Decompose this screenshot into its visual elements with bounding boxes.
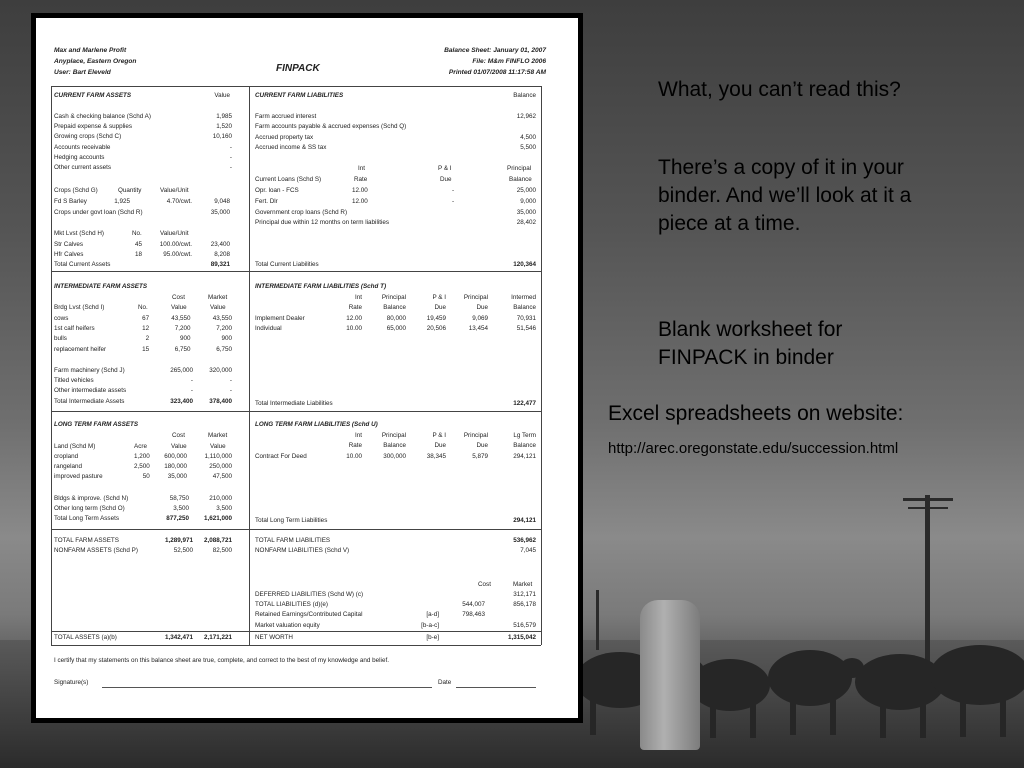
value: - — [229, 153, 232, 161]
current-loans-header: Current Loans (Schd S) — [255, 176, 322, 183]
balance: 300,000 — [383, 453, 406, 460]
utility-pole-crossarm — [908, 507, 948, 509]
label: rangeland — [54, 463, 83, 471]
market: 312,171 — [513, 591, 536, 598]
value: 10,160 — [212, 133, 232, 141]
table-row — [54, 143, 232, 153]
doc-title: FINPACK — [276, 63, 320, 74]
rule — [51, 411, 541, 412]
table-row — [255, 452, 536, 462]
cost: - — [190, 377, 193, 385]
balance-header: Balance — [509, 176, 532, 183]
market: 6,750 — [216, 345, 232, 353]
lg-term-balance: 294,121 — [513, 453, 536, 460]
lg-term-header: Lg Term — [513, 432, 536, 439]
totals-left-table — [54, 536, 232, 556]
total-current-liab-label: Total Current Liabilities — [255, 261, 319, 268]
lvst-unit-header: Value/Unit — [160, 230, 189, 237]
value-header: Value — [171, 443, 187, 450]
loan-balance: 9,000 — [520, 198, 536, 205]
nonfarm-liab-value: 7,045 — [520, 547, 536, 554]
label: DEFERRED LIABILITIES (Schd W) (c) — [255, 591, 364, 598]
label: Other current assets — [54, 164, 112, 172]
market: 43,550 — [212, 315, 232, 322]
label: Accounts receivable — [54, 143, 111, 151]
lt-other-table — [54, 494, 232, 525]
table-row — [255, 324, 536, 334]
net-worth-table — [255, 633, 536, 643]
summary-table — [255, 590, 536, 631]
crops-loan-value: 35,000 — [210, 209, 230, 216]
crop-name: Fd S Barley — [54, 198, 87, 205]
sheet-date: Balance Sheet: January 01, 2007 — [444, 47, 546, 54]
total-farm-liab-label: TOTAL FARM LIABILITIES — [255, 537, 331, 544]
table-row — [54, 397, 232, 407]
hay-bale — [640, 600, 700, 750]
principal-due-header: Principal — [463, 294, 488, 301]
principal-due-header: Principal — [463, 432, 488, 439]
value: 1,520 — [216, 123, 232, 131]
cost: 7,200 — [174, 325, 191, 333]
date-line[interactable] — [456, 687, 536, 688]
liab-value: 4,500 — [520, 134, 536, 141]
balance-sheet — [36, 18, 578, 718]
total-int-liab-label: Total Intermediate Liabilities — [255, 400, 333, 407]
loan-due: - — [452, 187, 455, 194]
table-row — [255, 621, 536, 631]
ref — [405, 600, 439, 610]
label: TOTAL ASSETS (a)(b) — [54, 634, 117, 641]
rule — [51, 529, 541, 530]
principal-header: Principal — [381, 432, 406, 439]
lvst-name: Str Calves — [54, 241, 84, 248]
rule — [51, 86, 52, 645]
int-header: Int — [354, 432, 362, 439]
market: 82,500 — [212, 547, 232, 555]
table-row — [54, 462, 232, 472]
market: 378,400 — [209, 397, 232, 405]
balance-header: Balance — [513, 92, 536, 99]
table-row — [54, 122, 232, 132]
liab-value: 12,962 — [516, 113, 536, 120]
table-row — [54, 494, 232, 504]
no: 15 — [142, 345, 150, 353]
rule — [51, 271, 541, 272]
value-header: Value — [210, 304, 226, 311]
current-assets-heading: CURRENT FARM ASSETS — [54, 92, 132, 99]
principal-due: 9,069 — [472, 315, 488, 322]
market: 856,178 — [513, 601, 536, 609]
liab-value: 5,500 — [520, 144, 536, 151]
acre: 2,500 — [134, 463, 150, 471]
rule — [51, 631, 541, 632]
total-current-assets-label: Total Current Assets — [54, 261, 111, 268]
pi-due: 20,506 — [426, 325, 446, 333]
value: 1,985 — [216, 113, 232, 120]
spacer — [439, 633, 485, 643]
ref: [a-d] — [426, 611, 439, 619]
label: 1st calf heifers — [54, 325, 95, 333]
no: 2 — [145, 335, 150, 343]
liab-label: Accrued property tax — [255, 134, 314, 141]
intermed-header: Intermed — [511, 294, 536, 301]
location: Anyplace, Eastern Oregon — [54, 58, 137, 65]
cost: 43,550 — [171, 315, 191, 322]
signature-line[interactable] — [102, 687, 432, 688]
balance: 65,000 — [386, 325, 406, 333]
label: Retained Earnings/Contributed Capital — [255, 611, 363, 619]
brdg-lvst-header: Brdg Lvst (Schd I) — [54, 304, 105, 311]
total-lt-liab-value: 294,121 — [513, 517, 536, 524]
cost: 1,289,971 — [164, 537, 193, 544]
table-row — [255, 314, 536, 324]
principal-header: Principal — [381, 294, 406, 301]
cost: 265,000 — [170, 367, 193, 374]
table-row — [255, 610, 536, 620]
market: 1,315,042 — [507, 634, 536, 641]
table-row — [54, 163, 232, 173]
rate-header: Rate — [348, 304, 362, 312]
label: Total Long Term Assets — [54, 515, 119, 523]
acre: 50 — [142, 473, 150, 481]
cost: 180,000 — [164, 463, 187, 471]
loan-due: - — [452, 198, 455, 205]
market: 320,000 — [209, 367, 232, 374]
label: Titled vehicles — [54, 377, 94, 385]
cost: 58,750 — [169, 495, 189, 502]
no: 12 — [142, 325, 150, 333]
lvst-no: 45 — [134, 241, 142, 248]
lvst-value: 8,208 — [214, 251, 230, 258]
value-header: Value — [214, 92, 230, 99]
lt-liab-header-table — [336, 431, 536, 451]
cost-header: Cost — [172, 432, 185, 439]
loan-rate: 12.00 — [352, 187, 368, 194]
int-other-table — [54, 366, 232, 407]
table-row — [54, 345, 232, 355]
cost: 1,342,471 — [164, 634, 193, 641]
label: Total Intermediate Assets — [54, 397, 125, 405]
label: Contract For Deed — [255, 453, 307, 460]
due-header: Due — [476, 304, 488, 312]
crop-value: 9,048 — [214, 198, 230, 205]
principal-header: Principal — [507, 165, 532, 172]
label: Other intermediate assets — [54, 387, 127, 395]
brdg-lvst-table — [54, 314, 232, 355]
crops-unit-header: Value/Unit — [160, 187, 189, 194]
value: - — [229, 164, 232, 172]
lvst-header: Mkt Lvst (Schd H) — [54, 230, 105, 237]
crop-qty: 1,925 — [114, 198, 130, 205]
current-assets-table — [54, 112, 232, 173]
gov-loans-value: 35,000 — [516, 209, 536, 216]
market: 47,500 — [212, 473, 232, 481]
loan-balance: 25,000 — [516, 187, 536, 194]
principal-due-value: 28,402 — [516, 219, 536, 226]
label: Growing crops (Schd C) — [54, 133, 122, 141]
label: cows — [54, 315, 69, 322]
rate: 10.00 — [346, 325, 362, 333]
total-int-liab-value: 122,477 — [513, 400, 536, 407]
certification-text: I certify that my statements on this balance sheet are true, complete, and correct to the best of my knowledge and belief. — [54, 657, 389, 664]
balance-header: Balance — [383, 304, 406, 312]
total-farm-liab-value: 536,962 — [513, 537, 536, 544]
balance: 80,000 — [386, 315, 406, 322]
question-text: What, you can’t read this? — [658, 78, 901, 101]
label: Other long term (Schd O) — [54, 505, 125, 513]
principal-due: 13,454 — [468, 325, 488, 333]
market: 1,621,000 — [203, 515, 232, 523]
table-row — [54, 366, 232, 376]
lt-liab-heading: LONG TERM FARM LIABILITIES (Schd U) — [255, 421, 378, 428]
lvst-value: 23,400 — [210, 241, 230, 248]
table-row — [54, 334, 232, 344]
market: 900 — [221, 335, 232, 343]
principal-due: 5,879 — [472, 453, 488, 460]
label: cropland — [54, 453, 79, 460]
file-name: File: M&m FINFLO 2006 — [472, 58, 546, 65]
liab-label: Farm accrued interest — [255, 113, 317, 120]
excel-note: Excel spreadsheets on website: — [608, 402, 904, 425]
table-row — [255, 590, 536, 600]
label: Implement Dealer — [255, 315, 305, 322]
land-header: Land (Schd M) — [54, 443, 96, 450]
balance-header: Balance — [383, 442, 406, 450]
market: 3,500 — [216, 505, 232, 513]
table-row — [54, 536, 232, 546]
market: 1,110,000 — [204, 453, 232, 460]
lvst-name: Hfr Calves — [54, 251, 84, 258]
acre: 1,200 — [134, 453, 150, 460]
cost: 52,500 — [173, 547, 193, 555]
market-header: Market — [208, 432, 228, 439]
lvst-unit: 100.00/cwt. — [159, 241, 192, 248]
label: bulls — [54, 335, 67, 343]
no-header: No. — [138, 304, 148, 311]
pi-header: P & I — [432, 294, 446, 301]
cost: 3,500 — [173, 505, 189, 513]
cost: 323,400 — [170, 397, 193, 405]
ref: [b-e] — [426, 634, 439, 641]
table-row — [54, 546, 232, 556]
gov-loans-label: Government crop loans (Schd R) — [255, 209, 348, 216]
label: TOTAL LIABILITIES (d)(e) — [255, 601, 329, 609]
loan-name: Fert. Dlr — [255, 198, 278, 205]
intermed-balance: 51,546 — [516, 325, 536, 333]
user: User: Bart Eleveld — [54, 69, 111, 76]
table-row — [336, 431, 536, 441]
table-row — [54, 504, 232, 514]
current-liab-heading: CURRENT FARM LIABILITIES — [255, 92, 344, 99]
market-header: Market — [208, 294, 228, 301]
market: - — [229, 377, 232, 385]
cost: 544,007 — [462, 601, 485, 609]
lvst-no: 18 — [134, 251, 142, 258]
total-lt-liab-label: Total Long Term Liabilities — [255, 517, 328, 524]
table-row — [255, 633, 536, 643]
table-row — [54, 132, 232, 142]
market: 2,088,721 — [203, 537, 232, 544]
cost: 877,250 — [166, 515, 189, 523]
market-header: Market — [513, 581, 533, 588]
label: NONFARM ASSETS (Schd P) — [54, 547, 138, 555]
cost — [439, 621, 485, 631]
rule — [51, 86, 541, 87]
market — [485, 610, 536, 620]
table-row — [336, 293, 536, 303]
due-header: Due — [476, 442, 488, 450]
market: 7,200 — [216, 325, 232, 333]
table-row — [255, 600, 536, 610]
int-liab-table — [255, 314, 536, 334]
table-row — [54, 314, 232, 324]
nonfarm-liab-label: NONFARM LIABILITIES (Schd V) — [255, 547, 350, 554]
lvst-unit: 95.00/cwt. — [163, 251, 192, 258]
label: Individual — [255, 325, 282, 333]
pi-header: P & I — [432, 432, 446, 439]
due-header: Due — [434, 442, 446, 450]
table-row — [54, 472, 232, 482]
label: Hedging accounts — [54, 153, 105, 161]
worksheet-note: Blank worksheet for FINPACK in binder — [658, 318, 843, 369]
pi-due: 38,345 — [426, 453, 446, 460]
label: Bldgs & improve. (Schd N) — [54, 495, 129, 502]
int-liab-heading: INTERMEDIATE FARM LIABILITIES (Schd T) — [255, 283, 387, 290]
pi-due: 19,459 — [426, 315, 446, 322]
cost: 35,000 — [167, 473, 187, 481]
signature-label: Signature(s) — [54, 679, 89, 686]
acre-header: Acre — [134, 443, 147, 450]
rate: 10.00 — [346, 453, 362, 460]
loan-name: Opr. loan - FCS — [255, 187, 299, 194]
market: - — [229, 387, 232, 395]
cost-header: Cost — [478, 581, 491, 588]
label: TOTAL FARM ASSETS — [54, 537, 119, 544]
total-assets-table — [54, 633, 232, 643]
value-header: Value — [171, 304, 187, 311]
table-row — [54, 112, 232, 122]
table-row — [54, 514, 232, 524]
crop-unit: 4.70/cwt. — [166, 198, 192, 205]
principal-due-label: Principal due within 12 months on term liabilities — [255, 219, 390, 226]
label: Prepaid expense & supplies — [54, 123, 133, 131]
liab-label: Accrued income & SS tax — [255, 144, 327, 151]
table-row — [336, 441, 536, 451]
table-row — [54, 324, 232, 334]
rule — [51, 645, 541, 646]
due-header: Due — [434, 304, 446, 312]
website-url[interactable]: http://arec.oregonstate.edu/succession.html — [608, 440, 899, 457]
cost: 900 — [180, 335, 191, 343]
label: NET WORTH — [255, 634, 293, 641]
table-row — [54, 633, 232, 643]
cost: 798,463 — [462, 611, 485, 619]
market: 2,171,221 — [203, 634, 232, 641]
total-current-liab-value: 120,364 — [513, 261, 536, 268]
balance-header: Balance — [513, 304, 536, 312]
rule — [249, 86, 250, 645]
label: Market valuation equity — [255, 621, 320, 629]
label: replacement heifer — [54, 345, 107, 353]
cost-header: Cost — [172, 294, 185, 301]
rate-header: Rate — [348, 442, 362, 450]
rule — [541, 86, 542, 645]
crops-qty-header: Quantity — [118, 187, 142, 194]
label: improved pasture — [54, 473, 103, 481]
cost — [439, 590, 485, 600]
lvst-no-header: No. — [132, 230, 142, 237]
table-row — [54, 386, 232, 396]
value-header: Value — [210, 443, 226, 450]
total-current-assets-value: 89,321 — [210, 261, 230, 268]
crops-loan-label: Crops under govt loan (Schd R) — [54, 209, 143, 216]
due-header: Due — [440, 176, 452, 183]
intermed-balance: 70,931 — [516, 315, 536, 322]
date-label: Date — [438, 679, 452, 686]
binder-copy-text: There’s a copy of it in your binder. And we’ll look at it a piece at a time. — [658, 156, 912, 235]
table-row — [54, 376, 232, 386]
market: 250,000 — [209, 463, 232, 471]
int-liab-header-table — [336, 293, 536, 313]
int-assets-heading: INTERMEDIATE FARM ASSETS — [54, 283, 148, 290]
crops-header: Crops (Schd G) — [54, 187, 98, 194]
ref: [b-a-c] — [421, 621, 439, 629]
label: Farm machinery (Schd J) — [54, 367, 125, 374]
table-row — [54, 452, 232, 462]
no: 67 — [142, 315, 150, 322]
market: 516,579 — [513, 621, 536, 629]
cost: - — [190, 387, 193, 395]
owner-name: Max and Marlene Profit — [54, 47, 127, 54]
pi-header: P & I — [438, 165, 452, 172]
printed-date: Printed 01/07/2008 11:17:58 AM — [448, 69, 546, 76]
balance-header: Balance — [513, 442, 536, 450]
int-header: Int — [354, 294, 362, 301]
int-header: Int — [358, 165, 366, 172]
rate: 12.00 — [346, 315, 362, 322]
value: - — [229, 143, 232, 151]
cost: 600,000 — [164, 453, 187, 460]
utility-pole-crossarm — [903, 498, 953, 501]
land-table — [54, 452, 232, 483]
liab-label: Farm accounts payable & accrued expenses (Schd Q) — [255, 123, 407, 130]
table-row — [336, 303, 536, 313]
rate-header: Rate — [354, 176, 368, 183]
cost: 6,750 — [174, 345, 191, 353]
lt-liab-table — [255, 452, 536, 462]
loan-rate: 12.00 — [352, 198, 368, 205]
lt-assets-heading: LONG TERM FARM ASSETS — [54, 421, 139, 428]
market: 210,000 — [209, 495, 232, 502]
ref — [405, 590, 439, 600]
table-row — [54, 153, 232, 163]
label: Cash & checking balance (Schd A) — [54, 113, 151, 120]
